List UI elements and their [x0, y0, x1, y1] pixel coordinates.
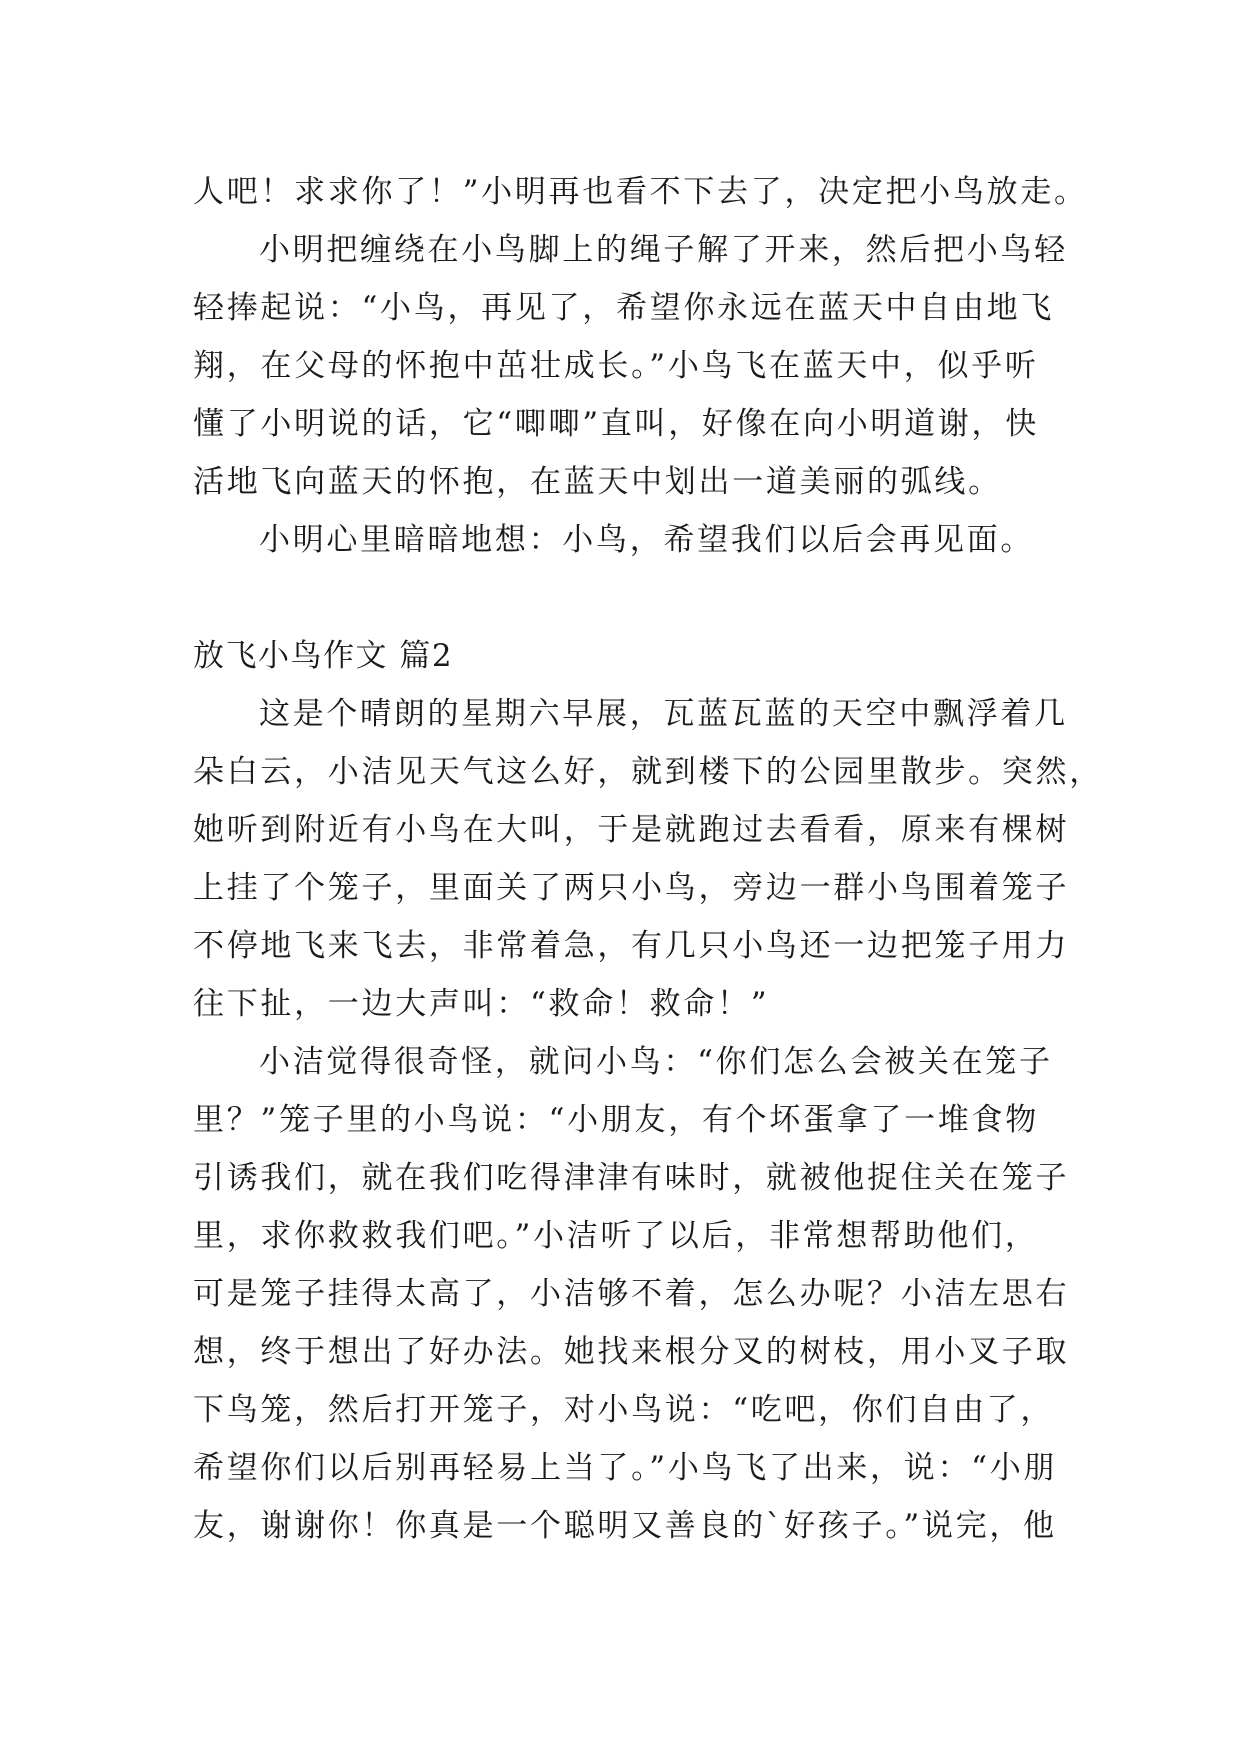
text-line: 不停地飞来飞去，非常着急，有几只小鸟还一边把笼子用力 [193, 928, 1070, 964]
text-line: 人吧！求求你了！”小明再也看不下去了，决定把小鸟放走。 [193, 174, 1088, 210]
text-line: 友，谢谢你！你真是一个聪明又善良的`好孩子。”说完，他 [193, 1508, 1057, 1544]
text-line: 活地飞向蓝天的怀抱，在蓝天中划出一道美丽的弧线。 [193, 464, 1002, 500]
text-line: 引诱我们，就在我们吃得津津有味时，就被他捉住关在笼子 [193, 1160, 1070, 1196]
paragraph-start-line: 小洁觉得很奇怪，就问小鸟：“你们怎么会被关在笼子 [259, 1044, 1053, 1080]
paragraph-start-line: 小明把缠绕在小鸟脚上的绳子解了开来，然后把小鸟轻 [259, 232, 1068, 268]
text-line: 里，求你救救我们吧。”小洁听了以后，非常想帮助他们， [193, 1218, 1039, 1254]
text-line: 往下扯，一边大声叫：“救命！救命！” [193, 986, 770, 1022]
text-line: 上挂了个笼子，里面关了两只小鸟，旁边一群小鸟围着笼子 [193, 870, 1070, 906]
section-heading: 放飞小鸟作文 篇2 [193, 638, 454, 674]
text-line: 翔，在父母的怀抱中茁壮成长。”小鸟飞在蓝天中，似乎听 [193, 348, 1039, 384]
text-line: 她听到附近有小鸟在大叫，于是就跑过去看看，原来有棵树 [193, 812, 1070, 848]
text-line: 想，终于想出了好办法。她找来根分叉的树枝，用小叉子取 [193, 1334, 1070, 1370]
essay-text [193, 163, 1103, 1555]
text-line: 下鸟笼，然后打开笼子，对小鸟说：“吃吧，你们自由了， [193, 1392, 1055, 1428]
paragraph-start-line: 小明心里暗暗地想：小鸟，希望我们以后会再见面。 [259, 522, 1035, 558]
text-line: 朵白云，小洁见天气这么好，就到楼下的公园里散步。突然， [193, 754, 1103, 790]
text-line: 希望你们以后别再轻易上当了。”小鸟飞了出来，说：“小朋 [193, 1450, 1058, 1486]
paragraph-start-line: 这是个晴朗的星期六早展，瓦蓝瓦蓝的天空中飘浮着几 [259, 696, 1068, 732]
text-line: 懂了小明说的话，它“唧唧”直叫，好像在向小明道谢，快 [193, 406, 1039, 442]
text-line: 里？”笼子里的小鸟说：“小朋友，有个坏蛋拿了一堆食物 [193, 1102, 1039, 1138]
text-line: 轻捧起说：“小鸟，再见了，希望你永远在蓝天中自由地飞 [193, 290, 1055, 326]
text-line: 可是笼子挂得太高了，小洁够不着，怎么办呢？小洁左思右 [193, 1276, 1070, 1312]
section-spacer [193, 569, 1093, 627]
